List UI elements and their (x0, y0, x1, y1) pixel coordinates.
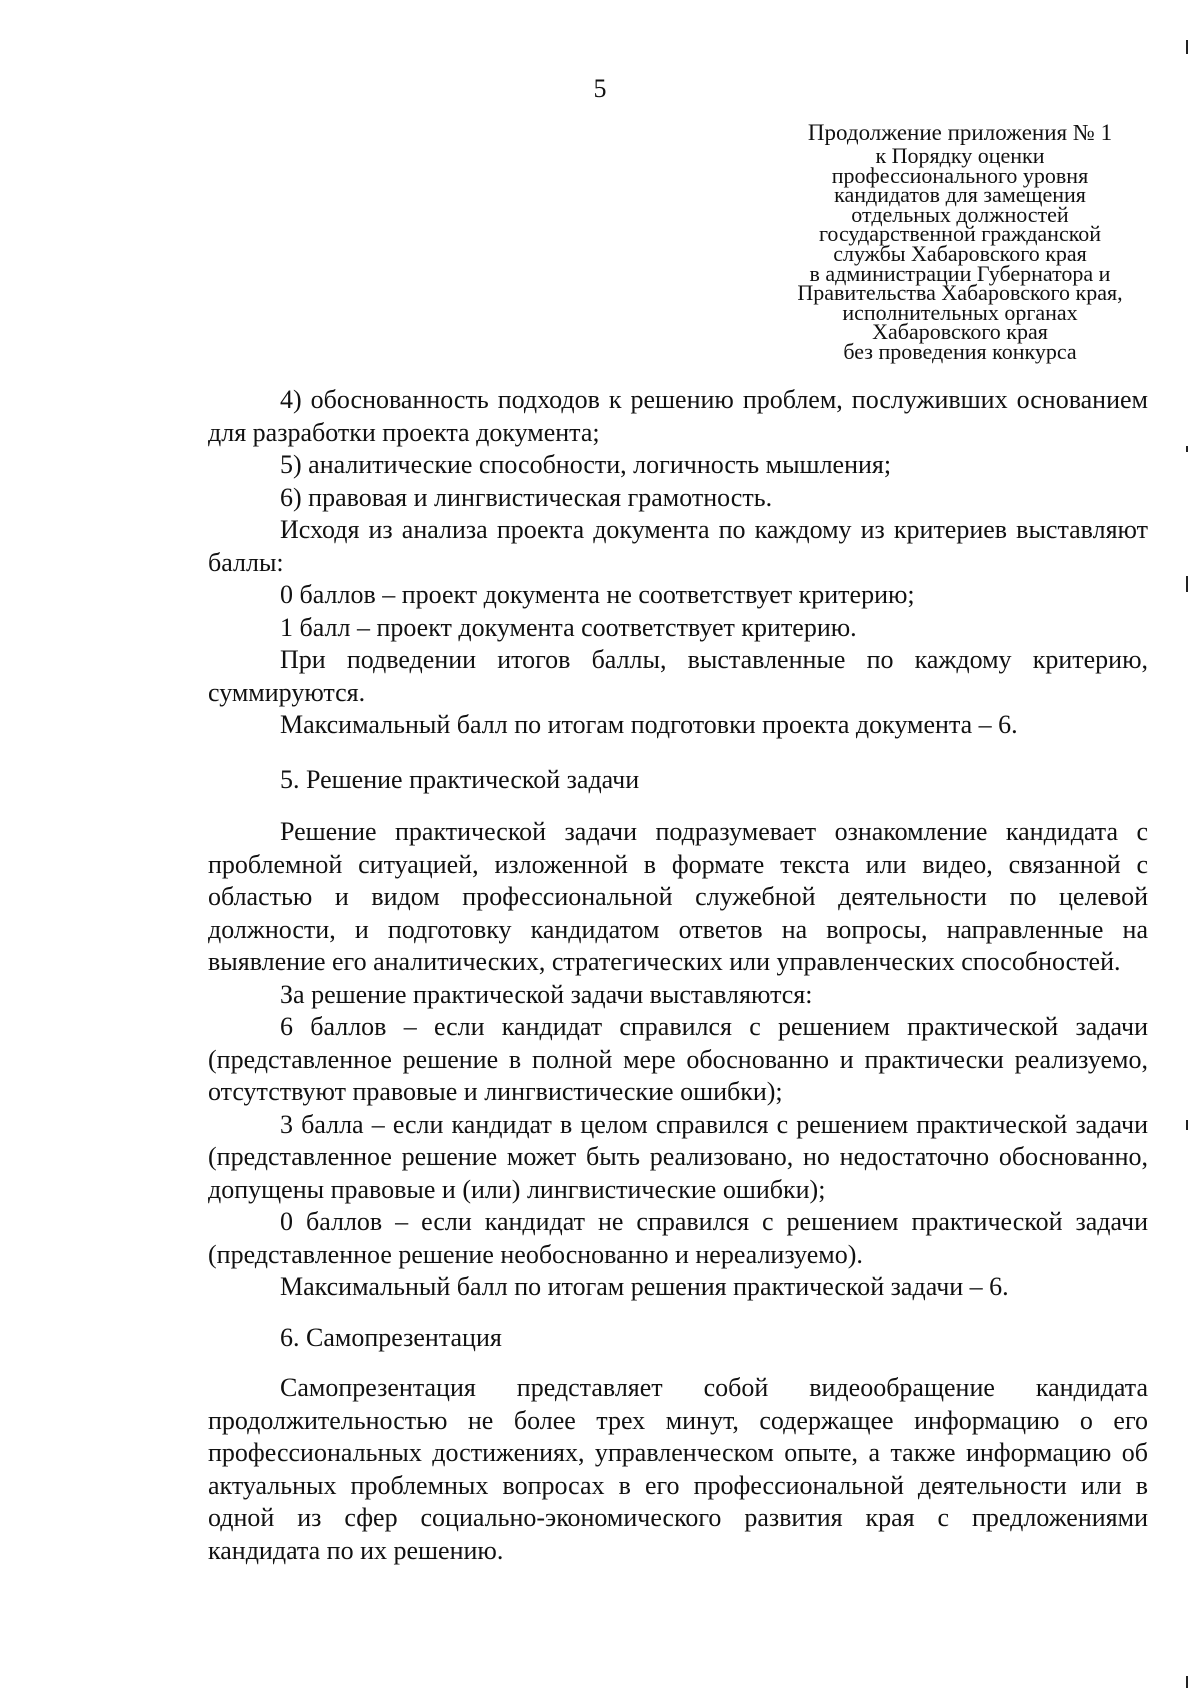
scan-mark (1186, 576, 1188, 592)
appendix-line: исполнительных органах (842, 299, 1078, 325)
appendix-line: государственной гражданской (818, 221, 1102, 247)
criterion-5: 5) аналитические способности, логичность мышления; (280, 450, 892, 479)
scoring-intro: Исходя из анализа проекта документа по каждому из критериев выставляют баллы: (208, 515, 1148, 577)
appendix-line: Хабаровского края (872, 319, 1048, 345)
appendix-line: отдельных должностей (851, 201, 1069, 227)
max-score-document: Максимальный балл по итогам подготовки проекта документа – 6. (280, 710, 1018, 739)
appendix-line: кандидатов для замещения (834, 182, 1086, 208)
practical-score-six: 6 баллов – если кандидат справился с решением практической задачи (представленное решение в полной мере обоснованно и практически реализуемо, отсутствуют правовые и лингвистические ошибки); (208, 1012, 1148, 1106)
appendix-line: службы Хабаровского края (833, 240, 1087, 266)
appendix-heading: Продолжение приложения № 1 (807, 120, 1113, 145)
self-presentation-description: Самопрезентация представляет собой видеообращение кандидата продолжительностью не более трех минут, содержащее информацию о его профессиональных достижениях, управленческом опыте, а также информацию об актуальных проблемных вопросах в его профессиональной деятельности или в одной из сфер социально-экономического развития края с предложениями кандидата по их решению. (208, 1373, 1148, 1565)
page-number: 5 (593, 74, 607, 103)
max-score-practical: Максимальный балл по итогам решения практической задачи – 6. (280, 1272, 1009, 1301)
criterion-4: 4) обоснованность подходов к решению проблем, послуживших основанием для разработки проекта документа; (208, 385, 1148, 447)
section-5-title: 5. Решение практической задачи (280, 764, 640, 794)
appendix-reference (775, 120, 1145, 362)
appendix-line: без проведения конкурса (843, 338, 1077, 364)
section-6-title: 6. Самопрезентация (280, 1322, 502, 1352)
scoring-summary: При подведении итогов баллы, выставленные по каждому критерию, суммируются. (208, 645, 1148, 707)
score-one: 1 балл – проект документа соответствует критерию. (280, 612, 857, 642)
appendix-line: к Порядку оценки (875, 143, 1045, 168)
practical-score-zero: 0 баллов – если кандидат не справился с решением практической задачи (представленное решение необоснованно и нереализуемо). (208, 1207, 1148, 1269)
appendix-line: в администрации Губернатора и (809, 260, 1111, 286)
practical-score-three: 3 балла – если кандидат в целом справился с решением практической задачи (представленное решение может быть реализовано, но недостаточно обоснованно, допущены правовые и (или) лингвистические ошибки); (208, 1109, 1148, 1204)
scan-mark (1186, 1120, 1188, 1130)
practical-task-scoring-intro: За решение практической задачи выставляются: (280, 979, 813, 1009)
scan-mark (1186, 446, 1188, 452)
appendix-line: Правительства Хабаровского края, (797, 280, 1123, 306)
scan-mark (1186, 1676, 1188, 1688)
document-body (208, 384, 1148, 1567)
scan-mark (1186, 40, 1188, 54)
criterion-6: 6) правовая и лингвистическая грамотность. (280, 482, 773, 512)
practical-task-description: Решение практической задачи подразумевает ознакомление кандидата с проблемной ситуацией, изложенной в формате текста или видео, связанной с областью и видом профессиональной служебной деятельности по целевой должности, и подготовку кандидатом ответов на вопросы, направленные на выявление его аналитических, стратегических или управленческих способностей. (208, 817, 1148, 976)
score-zero: 0 баллов – проект документа не соответствует критерию; (280, 580, 915, 609)
appendix-line: профессионального уровня (831, 162, 1089, 188)
